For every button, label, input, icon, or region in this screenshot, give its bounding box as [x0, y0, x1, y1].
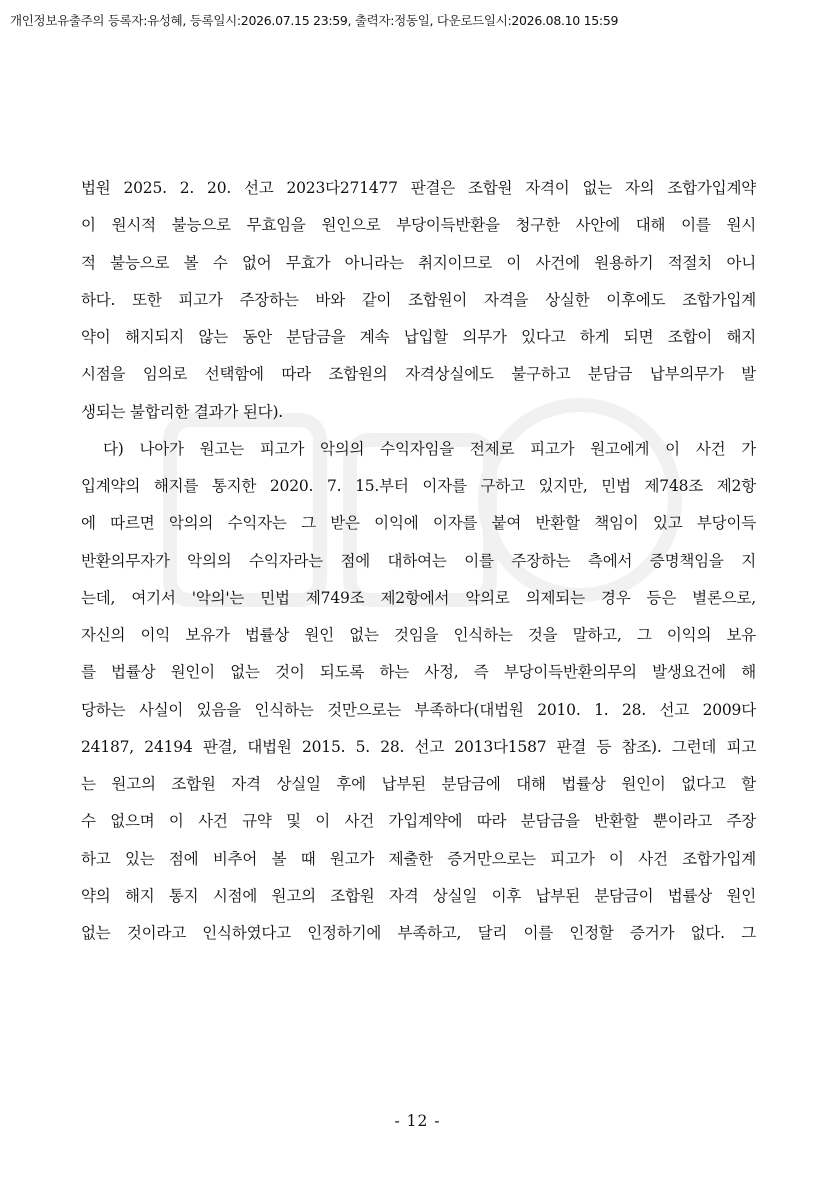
- download-notice: 개인정보유출주의 등록자:유성혜, 등록일시:2026.07.15 23:59, 출력자:정동일, 다운로드일시:2026.08.10 15:59: [10, 13, 619, 28]
- text-line: 에 따르면 악의의 수익자는 그 받은 이익에 이자를 붙여 반환할 책임이 있고 부당이득: [81, 514, 756, 533]
- text-line: 하고 있는 점에 비추어 볼 때 원고가 제출한 증거만으로는 피고가 이 사건 조합가입계: [81, 849, 756, 868]
- text-line: 약이 해지되지 않는 동안 분담금을 계속 납입할 의무가 있다고 하게 되면 조합이 해지: [81, 328, 756, 346]
- text-line: 수 없으며 이 사건 규약 및 이 사건 가입계약에 따라 분담금을 반환할 뿐이라고 주장: [81, 812, 756, 831]
- text-line: 를 법률상 원인이 없는 것이 되도록 하는 사정, 즉 부당이득반환의무의 발생요건에 해: [81, 663, 756, 682]
- paragraph-2: [81, 431, 756, 953]
- text-line: 이 원시적 불능으로 무효임을 원인으로 부당이득반환을 청구한 사안에 대해 이를 원시: [81, 216, 756, 235]
- page-number: - 12 -: [394, 1112, 441, 1130]
- text-line: 생되는 불합리한 결과가 된다).: [81, 402, 284, 421]
- text-line: 당하는 사실이 있음을 인식하는 것만으로는 부족하다(대법원 2010. 1. 28. 선고 2009다: [81, 700, 756, 719]
- text-line: 입계약의 해지를 통지한 2020. 7. 15.부터 이자를 구하고 있지만, 민법 제748조 제2항: [81, 477, 756, 495]
- document-body: [81, 170, 756, 952]
- text-line: 약의 해지 통지 시점에 원고의 조합원 자격 상실일 이후 납부된 분담금이 법률상 원인: [81, 886, 756, 905]
- text-line: 적 불능으로 볼 수 없어 무효가 아니라는 취지이므로 이 사건에 원용하기 적절치 아니: [81, 253, 756, 272]
- text-line: 없는 것이라고 인식하였다고 인정하기에 부족하고, 달리 이를 인정할 증거가 없다. 그: [81, 924, 756, 942]
- text-line: 24187, 24194 판결, 대법원 2015. 5. 28. 선고 2013다1587 판결 등 참조). 그런데 피고: [81, 737, 756, 756]
- text-line: 는 원고의 조합원 자격 상실일 후에 납부된 분담금에 대해 법률상 원인이 없다고 할: [81, 775, 756, 793]
- text-line: 하다. 또한 피고가 주장하는 바와 같이 조합원이 자격을 상실한 이후에도 조합가입계: [81, 290, 756, 309]
- text-line: 자신의 이익 보유가 법률상 원인 없는 것임을 인식하는 것을 말하고, 그 이익의 보유: [81, 626, 756, 644]
- text-line: 시점을 임의로 선택함에 따라 조합원의 자격상실에도 불구하고 분담금 납부의무가 발: [81, 365, 756, 384]
- paragraph-1: [81, 170, 756, 431]
- text-line: 법원 2025. 2. 20. 선고 2023다271477 판결은 조합원 자격이 없는 자의 조합가입계약: [81, 179, 756, 197]
- text-line: 다) 나아가 원고는 피고가 악의의 수익자임을 전제로 피고가 원고에게 이 사건 가: [103, 439, 756, 458]
- text-line: 반환의무자가 악의의 수익자라는 점에 대하여는 이를 주장하는 측에서 증명책임을 지: [81, 551, 756, 570]
- text-line: 는데, 여기서 '악의'는 민법 제749조 제2항에서 악의로 의제되는 경우 등은 별론으로,: [81, 588, 756, 607]
